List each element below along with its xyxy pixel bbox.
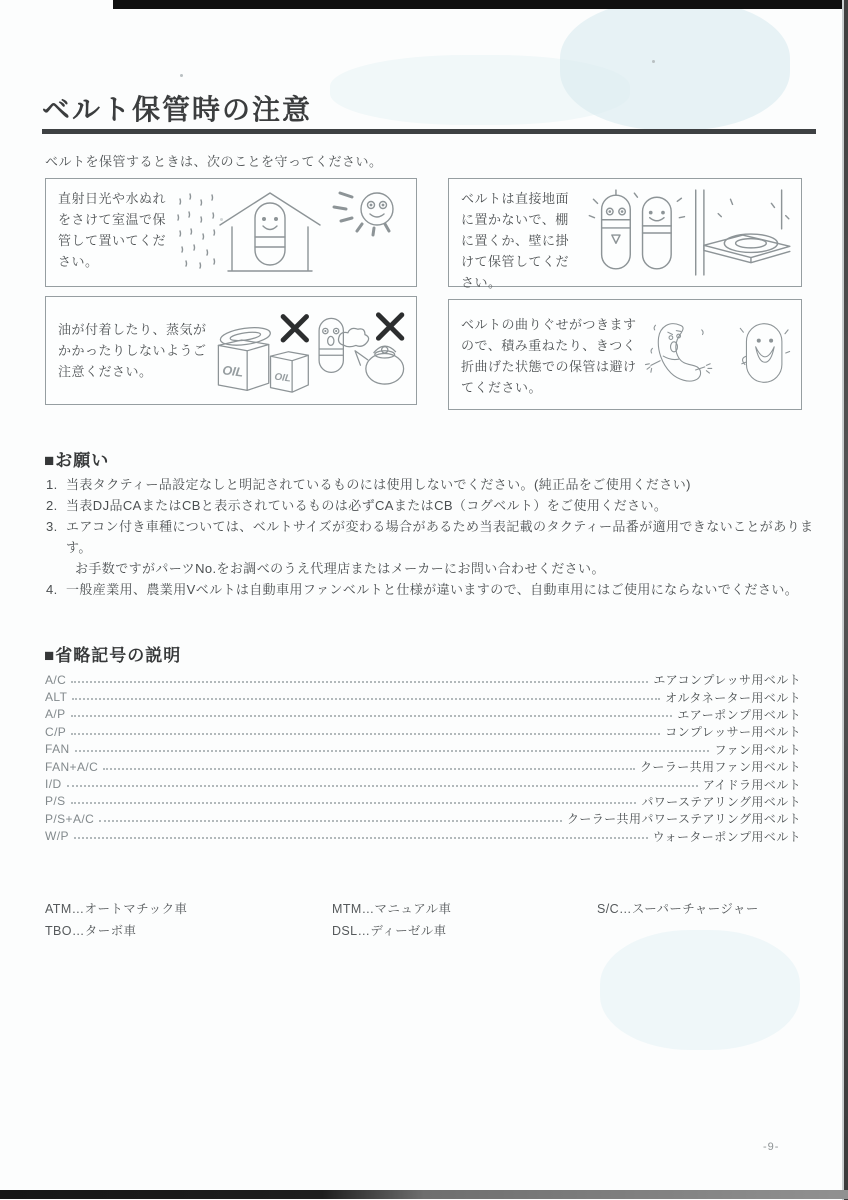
scan-speck [180,74,183,77]
bent-belt-character-icon [645,324,711,381]
abbr-term: A/P [45,707,66,722]
vehicle-codes-column [597,898,759,920]
abbr-row [45,723,801,740]
abbr-term: P/S+A/C [45,811,95,826]
abbr-row [45,828,801,845]
abbr-desc: コンプレッサー用ベルト [665,725,801,740]
cross-mark-icon [283,317,306,340]
abbr-term: P/S [45,794,66,809]
abbr-desc: オルタネーター用ベルト [665,690,801,705]
svg-text:OIL: OIL [221,363,245,380]
scan-tint-patch [330,55,630,125]
dotted-leader [67,785,698,787]
cross-mark-icon [378,315,401,338]
dotted-leader [71,733,660,735]
wall-shelf-icon [696,190,790,275]
abbr-term: A/C [45,672,67,687]
kettle-icon [355,346,404,384]
abbr-term: FAN+A/C [45,759,99,774]
sun-icon [334,193,393,235]
abbr-term: I/D [45,777,62,792]
house-icon [220,193,320,271]
abbr-row [45,688,801,705]
abbr-row [45,775,801,792]
dotted-leader [71,802,637,804]
title-underline-rule [42,129,816,134]
abbr-desc: エアコンプレッサ用ベルト [653,673,801,688]
note-text-continued: お手数ですがパーツNo.をお調べのうえ代理店またはメーカーにお問い合わせください。 [75,561,605,576]
notes-heading: ■お願い [44,451,110,470]
hanging-belt-characters-icon [589,190,684,269]
vehicle-code: S/C…スーパーチャージャー [597,902,759,916]
vehicle-codes-column [332,898,451,942]
oil-kettle-crossed-icon [204,303,409,400]
storage-tip-box-oil-steam [45,296,417,405]
abbr-row [45,741,801,758]
tip-text: 直射日光や水ぬれをさけて室温で保管して置いてください。 [58,191,167,270]
tip-text: 油が付着したり、蒸気がかかったりしないようご注意ください。 [58,322,207,380]
storage-tip-box-bending [448,299,802,410]
storage-tip-box-sunlight [45,178,417,287]
abbr-row [45,793,801,810]
abbr-term: FAN [45,742,70,757]
note-text: 当表タクティー品設定なしと明記されているものには使用しないでください。(純正品をご使用ください) [66,477,691,492]
note-text: エアコン付き車種については、ベルトサイズが変わる場合があるため当表記載のタクティー品番が適用できないことがあります。 [66,519,814,555]
happy-belt-character-icon [740,324,789,383]
scared-belt-character-icon [319,318,343,372]
belt-character-icon [255,203,285,265]
abbr-term: W/P [45,829,69,844]
dotted-leader [75,750,710,752]
scanner-edge-bottom [0,1190,848,1199]
rain-house-sun-icon [174,187,402,282]
abbr-desc: クーラー共用パワーステアリング用ベルト [566,812,801,827]
abbr-desc: アイドラ用ベルト [702,777,801,792]
scan-speck [652,60,655,63]
vehicle-code: TBO…ターボ車 [45,924,137,938]
note-item [46,495,816,516]
abbr-row [45,758,801,775]
notes-list [46,474,816,600]
note-number: 3. [46,519,58,534]
note-text: 一般産業用、農業用Vベルトは自動車用ファンベルトと仕様が違いますので、自動車用にはご使用にならないでください。 [66,582,799,597]
dotted-leader [71,715,673,717]
note-text: 当表DJ品CAまたはCBと表示されているものは必ずCAまたはCB（コグベルト）をご使用ください。 [66,498,668,513]
vehicle-code: ATM…オートマチック車 [45,902,188,916]
note-number: 4. [46,582,58,597]
abbr-term: ALT [45,690,68,705]
abbr-row [45,671,801,688]
abbr-desc: クーラー共用ファン用ベルト [640,760,801,775]
note-item [46,474,816,495]
svg-text:OIL: OIL [273,371,292,385]
dotted-leader [72,698,660,700]
tip-text: ベルトの曲りぐせがつきますので、積み重ねたり、きつく折曲げた状態での保管は避けてください。 [461,317,637,396]
abbr-term: C/P [45,724,67,739]
note-number: 2. [46,498,58,513]
bent-vs-straight-belt-icon [637,308,795,403]
page-title: ベルト保管時の注意 [42,94,313,125]
abbr-desc: エアーポンプ用ベルト [677,707,801,722]
dotted-leader [71,681,648,683]
rain-icon [178,194,215,268]
abbr-desc: ウォーターポンプ用ベルト [652,829,801,844]
storage-tip-box-shelf [448,178,802,291]
oil-cans-icon [218,325,308,392]
abbr-row [45,810,801,827]
abbr-desc: ファン用ベルト [714,742,801,757]
scanner-edge-right [844,0,848,1200]
dotted-leader [103,768,635,770]
vehicle-code: DSL…ディーゼル車 [332,924,447,938]
belts-wall-shelf-icon [581,187,791,282]
dotted-leader [74,837,648,839]
vehicle-code: MTM…マニュアル車 [332,902,452,916]
page-number: -9- [763,1141,780,1153]
abbreviations-heading: ■省略記号の説明 [44,646,182,665]
scanner-edge-top [113,0,848,9]
intro-text: ベルトを保管するときは、次のことを守ってください。 [45,154,383,169]
tip-text: ベルトは直接地面に置かないで、棚に置くか、壁に掛けて保管してください。 [461,191,570,291]
note-item [46,516,816,579]
note-item [46,579,816,600]
abbreviations-list [45,671,801,845]
abbr-desc: パワーステアリング用ベルト [641,794,801,809]
note-number: 1. [46,477,58,492]
abbr-row [45,706,801,723]
dotted-leader [99,820,562,822]
scan-tint-patch [600,930,800,1050]
vehicle-codes-column [45,898,187,942]
